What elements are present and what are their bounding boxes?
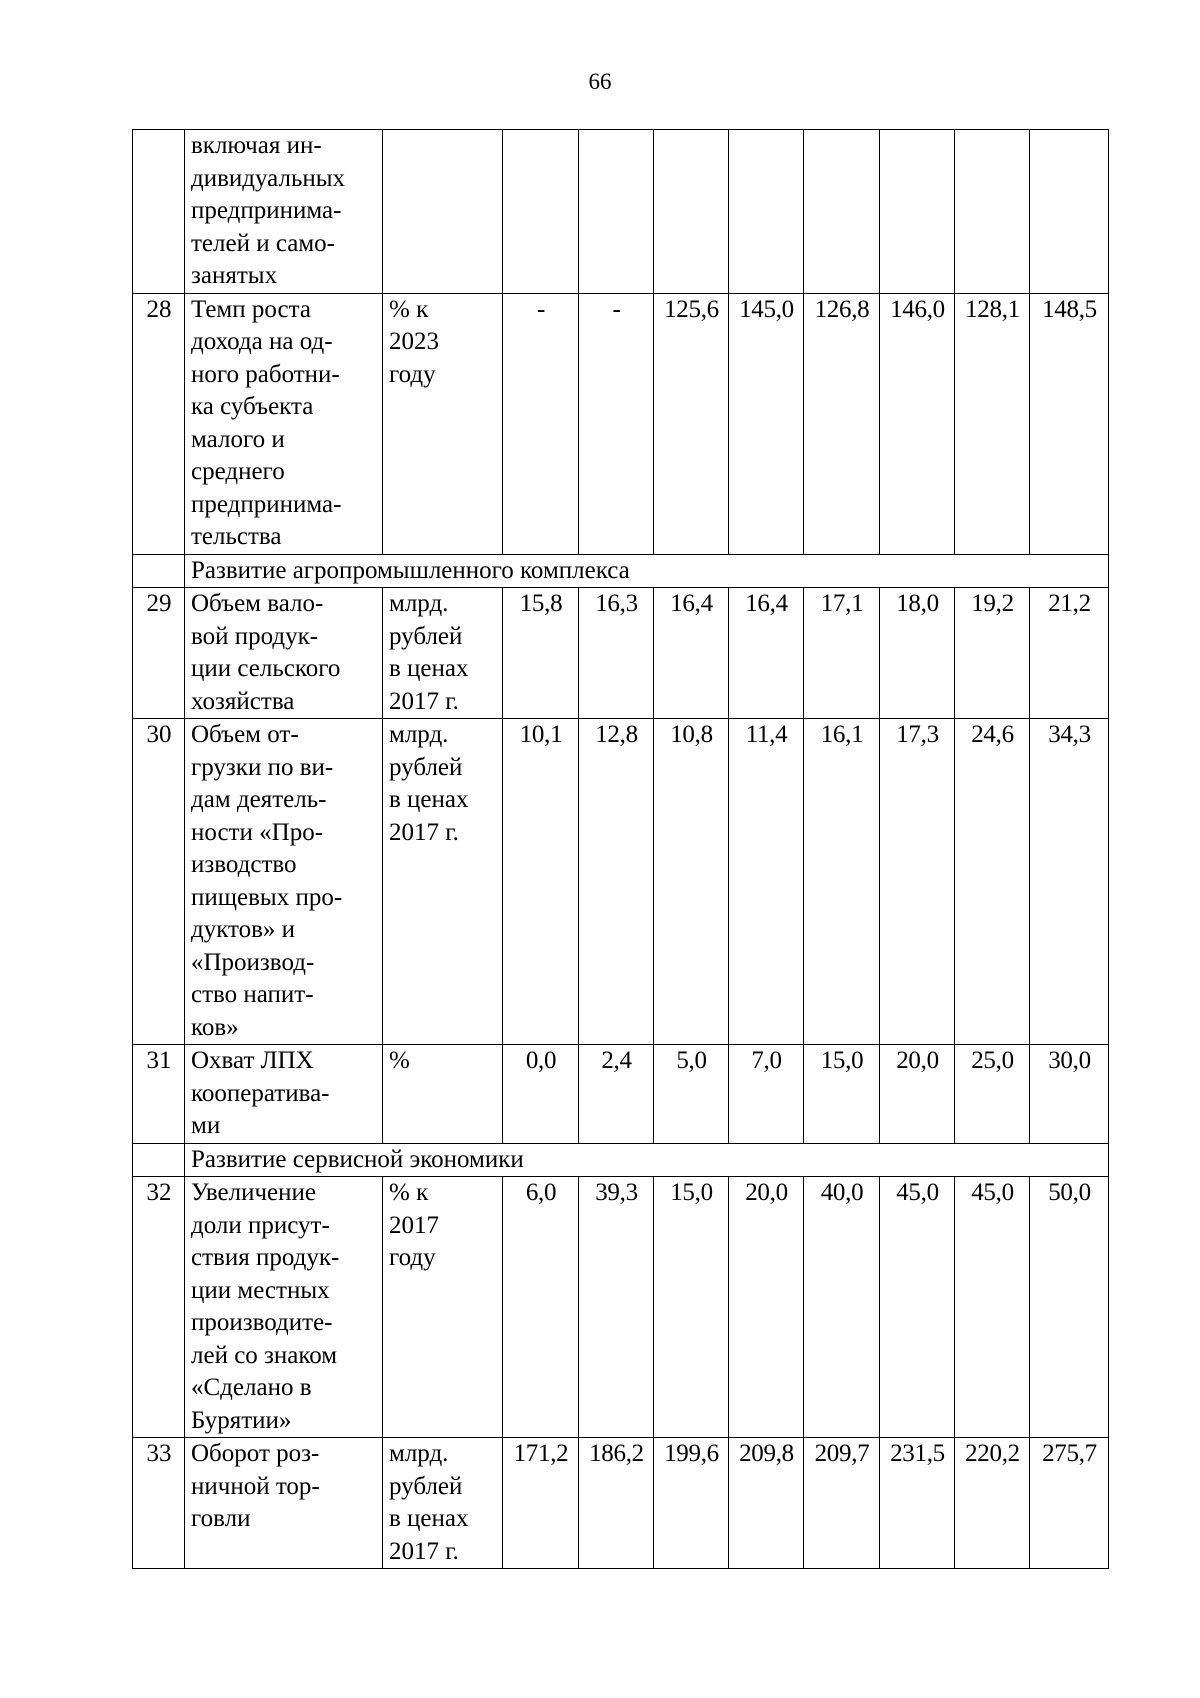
unit-line: 2017 <box>389 1211 439 1239</box>
unit-line: млрд. <box>389 721 449 748</box>
indicator-name-line: Объем от- <box>191 721 299 748</box>
unit-line: рублей <box>389 1472 463 1500</box>
value-cell: - <box>503 293 579 554</box>
value-cell: 17,1 <box>804 588 880 719</box>
value-cell: 209,8 <box>729 1438 804 1569</box>
unit-cell <box>383 1438 503 1569</box>
value-cell: 18,0 <box>880 588 955 719</box>
unit-line: 2023 <box>389 328 439 355</box>
indicator-name-line: Объем вало- <box>191 590 324 617</box>
section-title: Развитие сервисной экономики <box>185 1143 1109 1177</box>
table-row <box>133 293 1109 554</box>
row-number-cell: 32 <box>133 1177 185 1438</box>
value-cell: 231,5 <box>880 1438 955 1569</box>
indicator-name-line: хозяйства <box>191 687 295 715</box>
indicator-name-line: говли <box>191 1505 251 1532</box>
section-row <box>133 554 1109 588</box>
unit-line: в ценах <box>389 1505 469 1532</box>
indicator-name-cell <box>185 588 383 719</box>
indicator-name-cell <box>185 293 383 554</box>
indicator-name-line: ции местных <box>191 1276 330 1304</box>
indicator-name-line: ничной тор- <box>191 1472 320 1500</box>
row-number-cell <box>133 554 185 588</box>
value-cell <box>1030 130 1109 294</box>
indicator-name-line: ции сельского <box>191 655 341 682</box>
indicator-name-line: ка субъекта <box>191 393 314 420</box>
value-cell: 24,6 <box>955 719 1030 1045</box>
value-cell: 19,2 <box>955 588 1030 719</box>
value-cell <box>955 130 1030 294</box>
unit-cell <box>383 1177 503 1438</box>
value-cell: 45,0 <box>955 1177 1030 1438</box>
value-cell: 275,7 <box>1030 1438 1109 1569</box>
unit-cell <box>383 293 503 554</box>
indicator-name-line: лей со знаком <box>191 1341 338 1369</box>
indicator-name-line: предпринима- <box>191 197 342 224</box>
value-cell: 10,1 <box>503 719 579 1045</box>
unit-line: 2017 г. <box>389 687 459 715</box>
value-cell: 16,4 <box>729 588 804 719</box>
indicator-name-line: пищевых про- <box>191 883 343 911</box>
unit-line: млрд. <box>389 1440 449 1467</box>
indicator-name-line: предпринима- <box>191 490 342 518</box>
indicator-name-line: среднего <box>191 458 285 485</box>
indicator-name-line: Бурятии» <box>191 1406 292 1434</box>
value-cell: 220,2 <box>955 1438 1030 1569</box>
value-cell: 20,0 <box>729 1177 804 1438</box>
row-number-cell: 30 <box>133 719 185 1045</box>
indicator-name-cell <box>185 130 383 294</box>
indicator-name-line: дам деятель- <box>191 786 327 813</box>
value-cell: 16,4 <box>654 588 729 719</box>
value-cell: 145,0 <box>729 293 804 554</box>
value-cell: 12,8 <box>579 719 654 1045</box>
value-cell <box>804 130 880 294</box>
table-row <box>133 588 1109 719</box>
unit-line: % к <box>389 1179 429 1206</box>
value-cell <box>729 130 804 294</box>
indicators-table <box>132 129 1109 1569</box>
value-cell: 15,0 <box>654 1177 729 1438</box>
value-cell: 171,2 <box>503 1438 579 1569</box>
indicator-name-line: Темп роста <box>191 295 311 323</box>
value-cell: 40,0 <box>804 1177 880 1438</box>
indicator-name-line: дивидуальных <box>191 164 346 192</box>
value-cell: 15,8 <box>503 588 579 719</box>
unit-line: рублей <box>389 622 463 650</box>
indicator-name-line: занятых <box>191 262 278 289</box>
unit-line: % <box>389 1047 410 1074</box>
value-cell: 0,0 <box>503 1045 579 1144</box>
unit-line: в ценах <box>389 655 469 682</box>
value-cell: 21,2 <box>1030 588 1109 719</box>
value-cell: 39,3 <box>579 1177 654 1438</box>
value-cell: 7,0 <box>729 1045 804 1144</box>
value-cell: 126,8 <box>804 293 880 554</box>
value-cell: 50,0 <box>1030 1177 1109 1438</box>
value-cell: 20,0 <box>880 1045 955 1144</box>
value-cell: 45,0 <box>880 1177 955 1438</box>
indicator-name-line: Охват ЛПХ <box>191 1047 314 1074</box>
indicator-name-line: вой продук- <box>191 622 319 650</box>
unit-cell <box>383 588 503 719</box>
value-cell: 17,3 <box>880 719 955 1045</box>
indicator-name-line: ков» <box>191 1013 239 1041</box>
indicator-name-line: кооператива- <box>191 1079 330 1107</box>
value-cell: 128,1 <box>955 293 1030 554</box>
indicator-name-line: ми <box>191 1112 221 1139</box>
indicator-name-line: телей и само- <box>191 229 335 257</box>
indicator-name-line: ство напит- <box>191 981 314 1008</box>
unit-line: 2017 г. <box>389 1537 459 1565</box>
indicator-name-cell <box>185 1438 383 1569</box>
indicator-name-line: малого и <box>191 425 285 453</box>
indicator-name-line: дуктов» и <box>191 916 296 943</box>
value-cell: 199,6 <box>654 1438 729 1569</box>
indicator-name-line: Оборот роз- <box>191 1440 320 1467</box>
indicator-name-line: изводство <box>191 851 297 878</box>
indicator-name-line: дохода на од- <box>191 328 333 355</box>
indicator-name-line: ствия продук- <box>191 1244 340 1271</box>
table-row <box>133 1045 1109 1144</box>
row-number-cell: 28 <box>133 293 185 554</box>
value-cell: 125,6 <box>654 293 729 554</box>
section-title: Развитие агропромышленного комплекса <box>185 554 1109 588</box>
table-row <box>133 1177 1109 1438</box>
value-cell <box>654 130 729 294</box>
row-number-cell <box>133 130 185 294</box>
value-cell <box>503 130 579 294</box>
indicator-name-line: «Сделано в <box>191 1374 312 1401</box>
value-cell: 34,3 <box>1030 719 1109 1045</box>
value-cell: 15,0 <box>804 1045 880 1144</box>
indicator-name-cell <box>185 719 383 1045</box>
value-cell: 148,5 <box>1030 293 1109 554</box>
indicator-name-line: производите- <box>191 1309 333 1336</box>
value-cell: 2,4 <box>579 1045 654 1144</box>
unit-line: году <box>389 1244 436 1271</box>
unit-cell <box>383 719 503 1045</box>
value-cell: 5,0 <box>654 1045 729 1144</box>
indicator-name-cell <box>185 1177 383 1438</box>
indicator-name-cell <box>185 1045 383 1144</box>
page-number: 66 <box>588 69 612 94</box>
unit-cell <box>383 1045 503 1144</box>
indicator-name-line: тельства <box>191 523 282 550</box>
indicator-name-line: ного работни- <box>191 360 340 388</box>
table-body <box>133 130 1109 1569</box>
indicator-name-line: «Производ- <box>191 948 315 976</box>
row-number-cell: 31 <box>133 1045 185 1144</box>
unit-line: рублей <box>389 753 463 781</box>
unit-cell <box>383 130 503 294</box>
value-cell: 16,3 <box>579 588 654 719</box>
unit-line: в ценах <box>389 786 469 813</box>
unit-line: году <box>389 360 436 388</box>
value-cell: - <box>579 293 654 554</box>
value-cell: 209,7 <box>804 1438 880 1569</box>
value-cell: 6,0 <box>503 1177 579 1438</box>
value-cell: 30,0 <box>1030 1045 1109 1144</box>
row-number-cell: 33 <box>133 1438 185 1569</box>
section-row <box>133 1143 1109 1177</box>
indicator-name-line: ности «Про- <box>191 818 324 846</box>
indicator-name-line: грузки по ви- <box>191 753 334 781</box>
unit-line: млрд. <box>389 590 449 617</box>
table-row <box>133 719 1109 1045</box>
value-cell <box>880 130 955 294</box>
unit-line: 2017 г. <box>389 818 459 846</box>
indicator-name-line: доли присут- <box>191 1211 330 1239</box>
indicator-name-line: Увеличение <box>191 1179 317 1206</box>
value-cell: 186,2 <box>579 1438 654 1569</box>
value-cell: 16,1 <box>804 719 880 1045</box>
table-row <box>133 130 1109 294</box>
indicator-name-line: включая ин- <box>191 132 322 159</box>
value-cell: 146,0 <box>880 293 955 554</box>
value-cell: 25,0 <box>955 1045 1030 1144</box>
row-number-cell <box>133 1143 185 1177</box>
row-number-cell: 29 <box>133 588 185 719</box>
value-cell: 10,8 <box>654 719 729 1045</box>
value-cell: 11,4 <box>729 719 804 1045</box>
value-cell <box>579 130 654 294</box>
unit-line: % к <box>389 295 429 323</box>
table-row <box>133 1438 1109 1569</box>
